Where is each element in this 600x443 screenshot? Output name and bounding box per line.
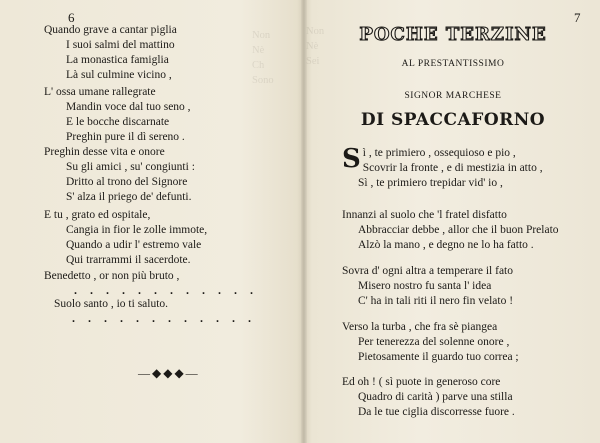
ellipsis-dots: . . . . . . . . . . . . (72, 311, 251, 325)
show-through-text: Non Nè Sei (306, 26, 325, 67)
poem-line: Là sul culmine vicino , (66, 69, 172, 81)
left-page-number: 6 (68, 10, 75, 25)
right-stanza-2 (342, 208, 559, 253)
poem-line: E le bocche discarnate (66, 116, 170, 128)
poem-line: Suolo santo , io ti saluto. (54, 298, 169, 310)
left-stanza-3 (44, 145, 195, 205)
poem-line: Pietosamente il guardo tuo correa ; (358, 351, 519, 363)
poem-line: Da le tue ciglia discorresse fuore . (358, 406, 515, 418)
poem-line: Sovra d' ogni altra a temperare il fato (342, 265, 513, 277)
poem-line: Dritto al trono del Signore (66, 176, 188, 188)
poem-line: Ed oh ! ( sì puote in generoso core (342, 376, 501, 388)
right-page (306, 0, 600, 443)
poem-line: Quando a udir l' estremo vale (66, 239, 202, 251)
poem-line: Misero nostro fu santa l' idea (358, 280, 492, 292)
poem-line: Qui trarrammi il sacerdote. (66, 254, 191, 266)
poem-line: Preghin pure il dì sereno . (66, 131, 185, 143)
poem-line: E tu , grato ed ospitale, (44, 209, 151, 221)
drop-cap: S (342, 144, 361, 174)
right-stanza-5 (342, 375, 515, 420)
poem-line: Per tenerezza del solenne onore , (358, 336, 510, 348)
poem-line: S' alza il priego de' defunti. (66, 191, 192, 203)
right-stanza-4 (342, 320, 519, 365)
poem-line: I suoi salmi del mattino (66, 39, 175, 51)
poem-line: La monastica famiglia (66, 54, 169, 66)
poem-line: Abbracciar debbe , allor che il buon Prelato (358, 224, 559, 236)
poem-line: Sì , te primiero , ossequioso e pio , (342, 144, 516, 174)
poem-line: Benedetto , or non più bruto , (44, 270, 180, 282)
right-stanza-1 (342, 144, 543, 191)
poem-line: Preghin desse vita e onore (44, 146, 165, 158)
poem-line: Sì , te primiero trepidar vid' io , (358, 177, 503, 189)
dedication-line: AL PRESTANTISSIMO (401, 59, 505, 69)
poem-line: L' ossa umane rallegrate (44, 86, 156, 98)
right-page-number: 7 (574, 10, 581, 25)
poem-line: Cangia in fior le zolle immote, (66, 224, 208, 236)
left-stanza-1 (44, 23, 177, 83)
ellipsis-dots: . . . . . . . . . . . . (74, 283, 253, 297)
poem-line: Su gli amici , su' congiunti : (66, 161, 195, 173)
poem-title: POCHE TERZINE (359, 24, 547, 45)
poem-line: Scovrir la fronte , e di mestizia in atto , (362, 162, 543, 174)
poem-line: Quando grave a cantar piglia (44, 24, 177, 36)
left-stanza-4 (44, 208, 207, 268)
poem-line: Quadro di carità ) parve una stilla (358, 391, 513, 403)
show-through-text: Non Nè Ch Sono (252, 30, 274, 86)
poem-line: C' ha in tali riti il nero fin velato ! (358, 295, 514, 307)
dedication-name: DI SPACCAFORNO (360, 110, 546, 130)
poem-line: Mandin voce dal tuo seno , (66, 101, 191, 113)
poem-line: Alzò la mano , e degno ne lo ha fatto . (358, 239, 534, 251)
left-stanza-5 (44, 269, 253, 325)
dedication-line: SIGNOR MARCHESE (404, 91, 502, 101)
left-stanza-2 (44, 85, 191, 145)
poem-line: Innanzi al suolo che 'l fratel disfatto (342, 209, 507, 221)
end-ornament: —◆◆◆— (138, 366, 200, 380)
poem-line: Verso la turba , che fra sè piangea (342, 321, 498, 333)
right-stanza-3 (342, 264, 513, 309)
